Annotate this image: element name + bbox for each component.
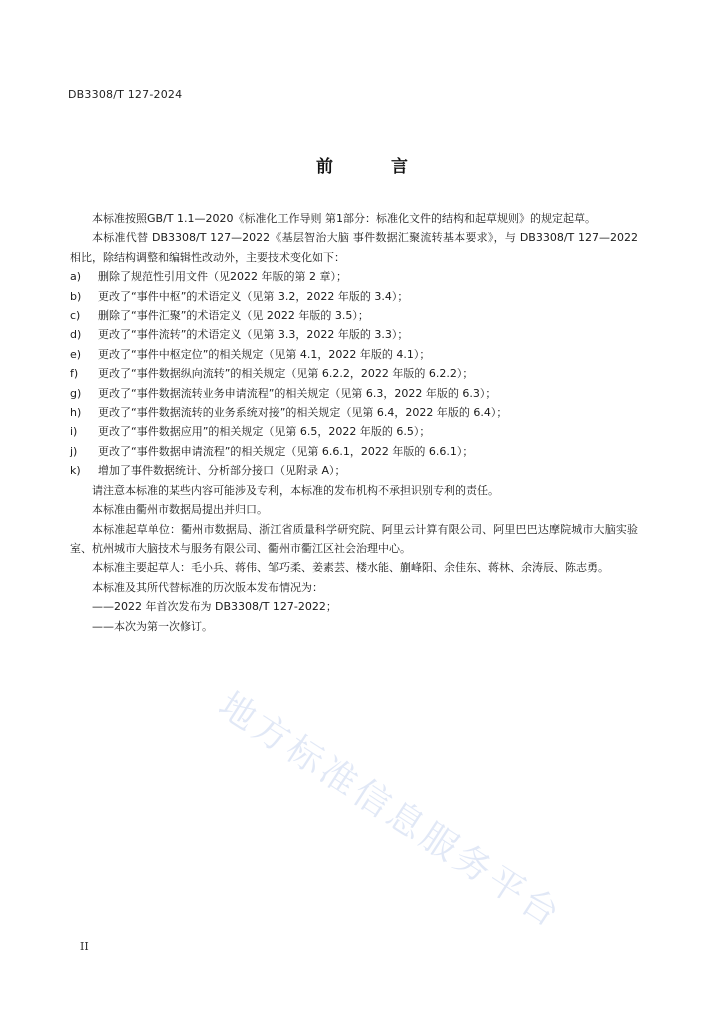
- watermark-text: 地方标准信息服务平台: [211, 684, 570, 937]
- document-code: DB3308/T 127-2024: [68, 88, 183, 101]
- list-item-text: 更改了“事件中枢”的术语定义（见第 3.2，2022 年版的 3.4）；: [98, 289, 409, 303]
- list-item-text: 更改了“事件中枢定位”的相关规定（见第 4.1，2022 年版的 4.1）；: [98, 347, 431, 361]
- list-item-text: 删除了规范性引用文件（见2022 年版的第 2 章）；: [98, 270, 347, 284]
- list-item: [70, 422, 638, 441]
- list-item-label: f): [70, 367, 79, 381]
- list-item: [70, 403, 638, 422]
- list-item-text: 更改了“事件数据申请流程”的相关规定（见第 6.6.1，2022 年版的 6.6.1）；: [98, 444, 474, 458]
- list-item: [70, 384, 638, 403]
- foreword-body: [70, 209, 638, 636]
- list-item: [70, 364, 638, 383]
- page-title: 前 言: [316, 157, 434, 177]
- list-item-text: 更改了“事件数据流转业务申请流程”的相关规定（见第 6.3，2022 年版的 6.3）；: [98, 386, 497, 400]
- list-item-label: b): [70, 289, 82, 303]
- list-item-text: 更改了“事件流转”的术语定义（见第 3.3，2022 年版的 3.3）；: [98, 328, 409, 342]
- changes-list: [70, 267, 638, 480]
- list-item-text: 更改了“事件数据流转的业务系统对接”的相关规定（见第 6.4，2022 年版的 6.4）；: [98, 406, 508, 420]
- list-item-label: c): [70, 309, 81, 323]
- list-item-text: 删除了“事件汇聚”的术语定义（见 2022 年版的 3.5）；: [98, 309, 369, 323]
- paragraph-proposer: 本标准由衢州市数据局提出并归口。: [92, 503, 268, 517]
- paragraph-history-intro: 本标准及其所代替标准的历次版本发布情况为：: [92, 580, 323, 594]
- paragraph-patent-notice: 请注意本标准的某些内容可能涉及专利，本标准的发布机构不承担识别专利的责任。: [92, 483, 499, 497]
- list-item-label: e): [70, 347, 82, 361]
- list-item-label: a): [70, 270, 82, 284]
- paragraph-drafters: 本标准主要起草人：毛小兵、蒋伟、邹巧柔、姜素芸、楼水能、蒯峰阳、余佳东、蒋林、余涛辰、陈志勇。: [92, 561, 609, 575]
- list-item-label: i): [70, 425, 78, 439]
- list-item-text: 更改了“事件数据应用”的相关规定（见第 6.5，2022 年版的 6.5）；: [98, 425, 431, 439]
- list-item: [70, 267, 638, 286]
- history-item: ——2022 年首次发布为 DB3308/T 127-2022；: [92, 600, 337, 614]
- list-item-label: h): [70, 406, 82, 420]
- list-item: [70, 287, 638, 306]
- list-item-text: 更改了“事件数据纵向流转”的相关规定（见第 6.2.2，2022 年版的 6.2.2）；: [98, 367, 474, 381]
- list-item-label: g): [70, 386, 82, 400]
- list-item-text: 增加了事件数据统计、分析部分接口（见附录 A）；: [98, 464, 346, 478]
- paragraph-replacement: 本标准代替 DB3308/T 127—2022《基层智治大脑 事件数据汇聚流转基本要求》，与 DB3308/T 127—2022 相比，除结构调整和编辑性改动外，主要技术变化如下：: [70, 231, 638, 264]
- list-item: [70, 442, 638, 461]
- list-item: [70, 345, 638, 364]
- page-number: II: [80, 940, 89, 953]
- list-item: [70, 461, 638, 480]
- paragraph-drafting-basis: 本标准按照GB/T 1.1—2020《标准化工作导则 第1部分：标准化文件的结构和起草规则》的规定起草。: [92, 212, 596, 225]
- list-item: [70, 306, 638, 325]
- paragraph-drafting-units: 本标准起草单位：衢州市数据局、浙江省质量科学研究院、阿里云计算有限公司、阿里巴巴达摩院城市大脑实验室、杭州城市大脑技术与服务有限公司、衢州市衢江区社会治理中心。: [70, 522, 638, 555]
- list-item-label: d): [70, 328, 82, 342]
- history-item: ——本次为第一次修订。: [92, 619, 213, 633]
- list-item-label: k): [70, 464, 81, 478]
- list-item: [70, 325, 638, 344]
- list-item-label: j): [70, 444, 78, 458]
